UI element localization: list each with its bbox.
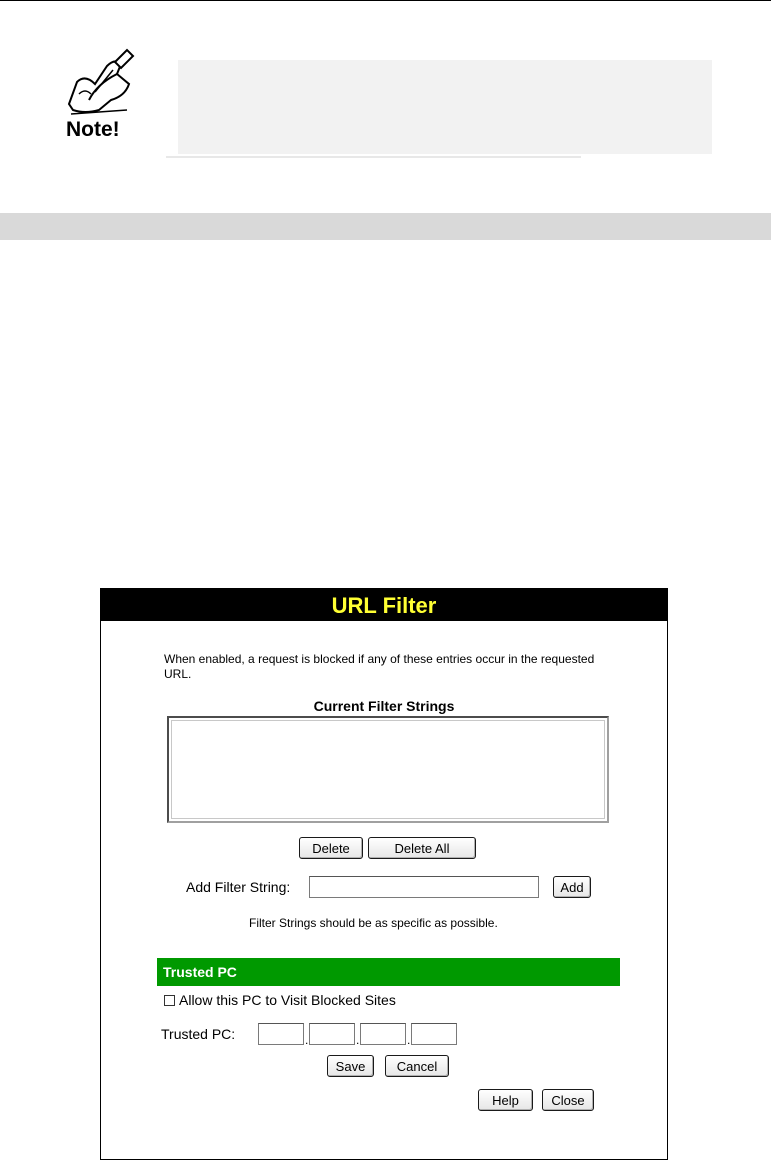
cancel-button[interactable]: Cancel — [385, 1055, 449, 1077]
allow-blocked-sites-row[interactable] — [164, 992, 396, 1008]
add-filter-string-label: Add Filter String: — [186, 879, 291, 895]
close-button[interactable]: Close — [542, 1089, 594, 1111]
ip-dot: . — [305, 1033, 309, 1047]
trusted-pc-octet-4[interactable] — [411, 1023, 457, 1045]
filter-strings-list[interactable] — [167, 716, 609, 823]
trusted-pc-label: Trusted PC: — [161, 1026, 236, 1042]
section-heading-bar — [0, 213, 771, 240]
trusted-pc-octet-2[interactable] — [309, 1023, 355, 1045]
trusted-pc-octet-1[interactable] — [258, 1023, 304, 1045]
allow-blocked-sites-label: Allow this PC to Visit Blocked Sites — [179, 992, 396, 1008]
ip-dot: . — [356, 1033, 360, 1047]
filter-strings-list-inner — [171, 720, 605, 819]
note-box — [178, 60, 712, 154]
allow-blocked-sites-checkbox[interactable] — [164, 995, 175, 1006]
help-button[interactable]: Help — [478, 1089, 533, 1111]
delete-button[interactable]: Delete — [299, 837, 363, 859]
add-button[interactable]: Add — [553, 876, 591, 898]
filter-strings-hint: Filter Strings should be as specific as possible. — [249, 916, 498, 930]
url-filter-title: URL Filter — [101, 589, 667, 621]
url-filter-description: When enabled, a request is blocked if any of these entries occur in the requested URL. — [164, 652, 595, 681]
ip-dot: . — [407, 1033, 411, 1047]
add-filter-string-input[interactable] — [309, 876, 539, 898]
save-button[interactable]: Save — [327, 1055, 374, 1077]
current-filter-strings-title: Current Filter Strings — [313, 698, 455, 714]
note-divider — [166, 156, 581, 158]
trusted-pc-octet-3[interactable] — [360, 1023, 406, 1045]
note-label: Note! — [66, 118, 120, 141]
url-filter-panel — [100, 588, 668, 1160]
trusted-pc-section-header: Trusted PC — [157, 958, 620, 986]
top-rule — [0, 0, 771, 1]
delete-all-button[interactable]: Delete All — [368, 837, 476, 859]
